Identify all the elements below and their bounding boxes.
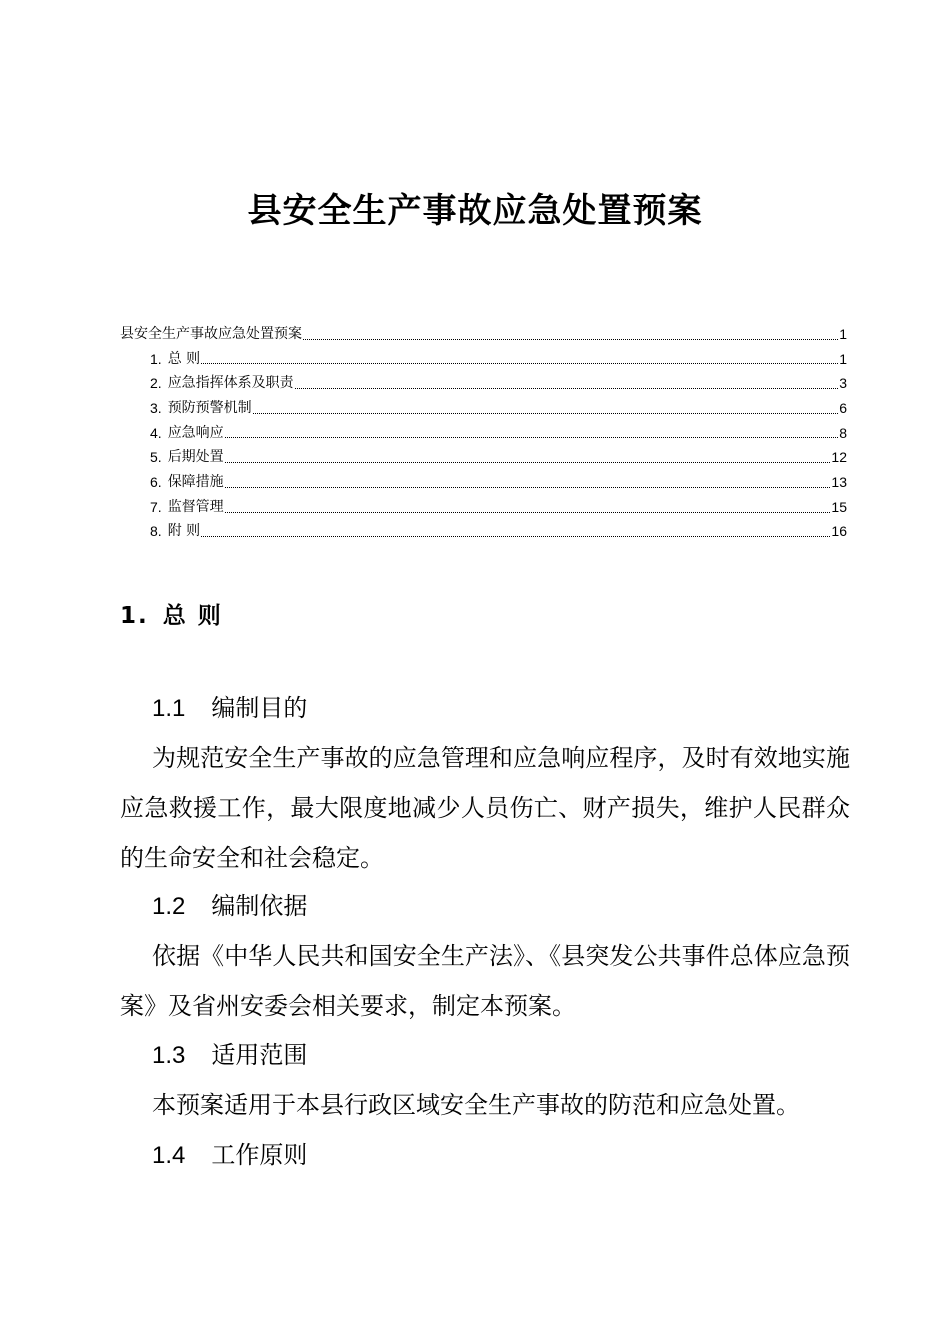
toc-entry-label: 预防预警机制: [167, 400, 252, 417]
section-title: 编制依据: [211, 892, 308, 920]
toc-leader-dots: [225, 462, 831, 463]
toc-leader-dots: [201, 536, 830, 537]
toc-entry-number: 6.: [150, 474, 162, 491]
toc-entry-number: 5.: [150, 449, 162, 466]
toc-leader-dots: [295, 388, 839, 389]
section-paragraph-1-2: 依据《中华人民共和国安全生产法》、《县突发公共事件总体应急预案》及省州安委会相关要求，制定本预案。: [120, 942, 850, 1020]
toc-entry-number: 2.: [150, 375, 162, 392]
chapter-heading: [120, 598, 223, 634]
toc-entry-page: 1: [839, 350, 847, 367]
toc-entry-label: 总 则: [167, 350, 201, 367]
toc-entry-page: 1: [839, 325, 847, 342]
toc-entry-7[interactable]: [120, 495, 847, 520]
toc-entry-label: 应急响应: [167, 424, 224, 441]
toc-leader-dots: [303, 339, 838, 340]
toc-entry-label: 县安全生产事故应急处置预案: [120, 325, 302, 342]
toc-leader-dots: [225, 487, 831, 488]
toc-entry-page: 6: [839, 400, 847, 417]
section-title: 适用范围: [211, 1041, 308, 1069]
toc-entry-number: 3.: [150, 400, 162, 417]
section-number: 1.1: [152, 695, 186, 722]
section-heading-1-4: [152, 1137, 307, 1174]
toc-entry-number: 8.: [150, 523, 162, 540]
toc-entry-page: 16: [831, 523, 847, 540]
toc-entry-page: 13: [831, 474, 847, 491]
toc-leader-dots: [253, 413, 839, 414]
section-paragraph-1-1: 为规范安全生产事故的应急管理和应急响应程序，及时有效地实施应急救援工作，最大限度地减少人员伤亡、财产损失，维护人民群众的生命安全和社会稳定。: [120, 744, 850, 872]
toc-entry-page: 8: [839, 424, 847, 441]
toc-leader-dots: [201, 363, 838, 364]
chapter-title: 总 则: [162, 603, 223, 629]
section-heading-1-3: [152, 1037, 307, 1074]
chapter-number: 1.: [120, 603, 149, 629]
toc-entry-number: 1.: [150, 350, 162, 367]
toc-entry-label: 应急指挥体系及职责: [167, 375, 294, 392]
toc-leader-dots: [225, 512, 831, 513]
toc-entry-number: 4.: [150, 424, 162, 441]
toc-entry-number: 7.: [150, 498, 162, 515]
section-title: 编制目的: [211, 694, 308, 722]
toc-entry-1[interactable]: [120, 347, 847, 372]
section-title: 工作原则: [211, 1141, 308, 1169]
toc-entry-label: 附 则: [167, 523, 201, 540]
section-number: 1.2: [152, 893, 186, 920]
section-heading-1-1: [152, 690, 307, 727]
section-paragraph-1-3: 本预案适用于本县行政区域安全生产事故的防范和应急处置。: [152, 1091, 800, 1119]
toc-entry-label: 监督管理: [167, 498, 224, 515]
toc-entry-page: 3: [839, 375, 847, 392]
toc-entry-6[interactable]: [120, 470, 847, 495]
section-heading-1-2: [152, 888, 307, 925]
document-title: 县安全生产事故应急处置预案: [247, 191, 703, 231]
toc-entry-3[interactable]: [120, 396, 847, 421]
toc-entry-label: 后期处置: [167, 449, 224, 466]
toc-entry-page: 12: [831, 449, 847, 466]
toc-entry-label: 保障措施: [167, 474, 224, 491]
toc-entry-4[interactable]: [120, 421, 847, 446]
section-number: 1.3: [152, 1042, 186, 1069]
toc-entry-8[interactable]: [120, 520, 847, 545]
toc-entry-page: 15: [831, 498, 847, 515]
toc-leader-dots: [225, 437, 839, 438]
toc-entry-2[interactable]: [120, 371, 847, 396]
table-of-contents: [120, 322, 847, 544]
section-number: 1.4: [152, 1142, 186, 1169]
toc-entry-title[interactable]: [120, 322, 847, 347]
toc-entry-5[interactable]: [120, 445, 847, 470]
